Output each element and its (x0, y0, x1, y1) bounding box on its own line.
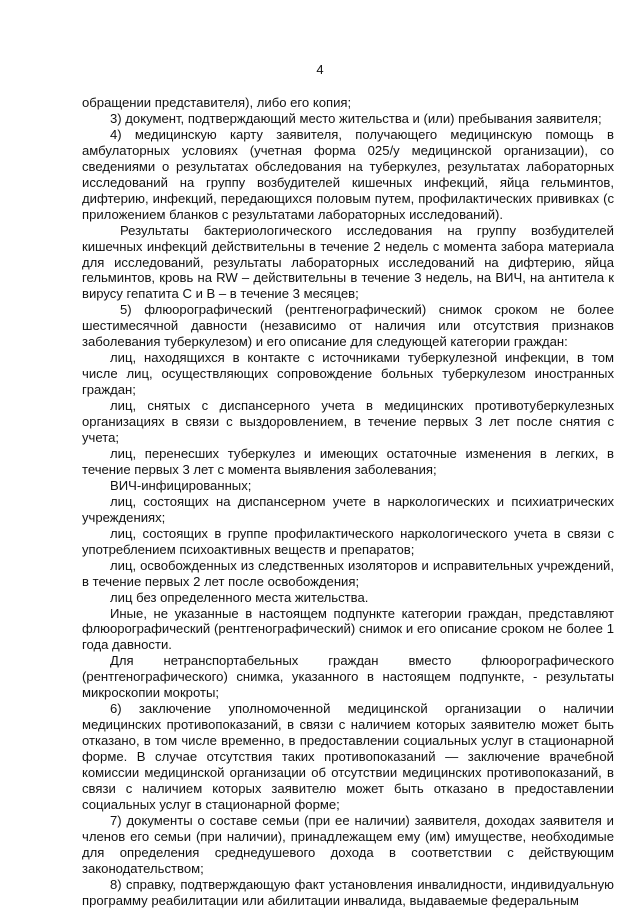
paragraph-10: лиц, состоящих на диспансерном учете в наркологических и психиатрических учреждениях; (82, 493, 614, 525)
paragraph-3: 4) медицинскую карту заявителя, получающего медицинскую помощь в амбулаторных условиях (учетная форма 025/у медицинской организации), со сведениями о результатах обследования на туберкулез, результатах лабораторных исследований на группу возбудителей кишечных инфекций, яйца гельминтов, дифтерию, инфекций, передающихся половым путем, профилактических прививках (с приложением бланков с результатами лабораторных исследований). (82, 126, 614, 222)
paragraph-5: 5) флюорографический (рентгенографический) снимок сроком не более шестимесячной давности (независимо от наличия или отсутствия признаков заболевания туберкулезом) и его описание для следующей категории граждан: (82, 302, 614, 350)
paragraph-8: лиц, перенесших туберкулез и имеющих остаточные изменения в легких, в течение первых 3 лет с момента выявления заболевания; (82, 445, 614, 477)
paragraph-18: 8) справку, подтверждающую факт установления инвалидности, индивидуальную программу реабилитации или абилитации инвалида, выдаваемые федеральным (82, 876, 614, 908)
paragraph-16: 6) заключение уполномоченной медицинской организации о наличии медицинских противопоказаний, в связи с наличием которых заявителю может быть отказано, в том числе временно, в предоставлении социальных услуг в стационарной форме. В случае отсутствия таких противопоказаний — заключение врачебной комиссии медицинской организации об отсутствии медицинских противопоказаний, в связи с наличием которых заявителю может быть отказано в предоставлении социальных услуг в стационарной форме; (82, 701, 614, 812)
paragraph-1: обращении представителя), либо его копия; (82, 95, 352, 110)
paragraph-14: Иные, не указанные в настоящем подпункте категории граждан, представляют флюорографический (рентгенографический) снимок и его описание сроком не более 1 года давности. (82, 605, 614, 653)
paragraph-17: 7) документы о составе семьи (при ее наличии) заявителя, доходах заявителя и членов его семьи (при наличии), принадлежащем ему (им) имуществе, необходимые для определения среднедушевого дохода в соответствии с действующим законодательством; (82, 812, 614, 876)
paragraph-13: лиц без определенного места жительства. (110, 589, 369, 605)
page-number: 4 (316, 62, 324, 77)
paragraph-12: лиц, освобожденных из следственных изоляторов и исправительных учреждений, в течение первых 2 лет после освобождения; (82, 557, 614, 589)
paragraph-11: лиц, состоящих в группе профилактического наркологического учета в связи с употреблением психоактивных веществ и препаратов; (82, 525, 614, 557)
document-body (82, 95, 614, 909)
paragraph-9: ВИЧ-инфицированных; (110, 477, 252, 493)
paragraph-2: 3) документ, подтверждающий место жительства и (или) пребывания заявителя; (110, 110, 602, 126)
paragraph-7: лиц, снятых с диспансерного учета в медицинских противотуберкулезных организациях в связи с выздоровлением, в течение первых 3 лет после снятия с учета; (82, 398, 614, 446)
paragraph-15: Для нетранспортабельных граждан вместо флюорографического (рентгенографического) снимка, указанного в настоящем подпункте, - результаты микроскопии мокроты; (82, 653, 614, 701)
paragraph-4: Результаты бактериологического исследования на группу возбудителей кишечных инфекций действительны в течение 2 недель с момента забора материала для исследований, результаты лабораторных исследований на дифтерию, яйца гельминтов, кровь на RW – действительны в течение 3 недель, на ВИЧ, на антитела к вирусу гепатита С и В – в течение 3 месяцев; (82, 222, 614, 302)
paragraph-6: лиц, находящихся в контакте с источниками туберкулезной инфекции, в том числе лиц, осуществляющих сопровождение больных туберкулезом иностранных граждан; (82, 350, 614, 398)
